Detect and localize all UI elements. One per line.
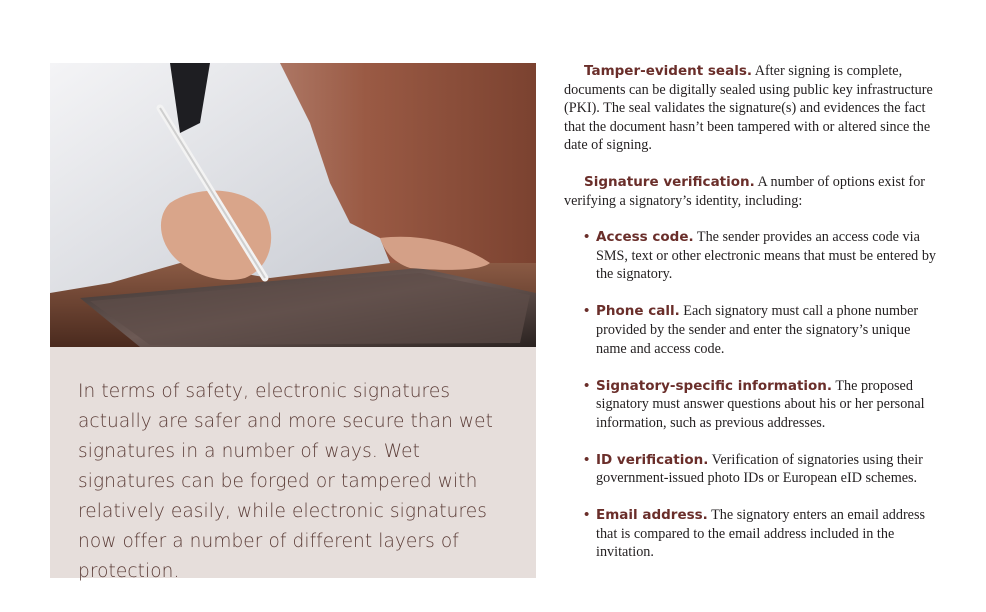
bullet-body: The signatory enters an email address that is compared to the email address included in the invitation.	[596, 507, 926, 561]
bullet-icon: •	[584, 451, 590, 468]
section-signature-verification	[564, 173, 936, 210]
section-heading: Signature verification.	[584, 173, 755, 190]
bullet-heading: Phone call.	[596, 303, 680, 320]
bullet-icon: •	[584, 303, 590, 320]
bullet-heading: Access code.	[596, 229, 694, 246]
pull-quote-box	[50, 347, 536, 582]
pull-quote-text: In terms of safety, electronic signatures actually are safer and more secure than wet signatures in a number of ways. Wet signatures can be forged or tampered with relatively easily, while electronic signatures now offer a number of different layers of protection.	[78, 381, 493, 582]
bullet-body: Each signatory must call a phone number provided by the sender and enter the signatory’s unique name and access code.	[596, 303, 919, 357]
section-body: A number of options exist for verifying a signatory’s identity, including:	[564, 173, 926, 209]
list-item	[564, 377, 936, 433]
list-item	[564, 451, 936, 488]
list-item	[564, 302, 936, 358]
section-heading: Tamper-evident seals.	[584, 63, 752, 79]
signing-tablet-photo	[50, 63, 536, 347]
bullet-body: The proposed signatory must answer questions about his or her personal information, such as previous addresses.	[596, 377, 925, 431]
body-text-column	[564, 62, 936, 580]
bullet-icon: •	[584, 377, 590, 394]
list-item	[564, 506, 936, 562]
bullet-icon: •	[584, 507, 590, 524]
verification-options-list	[564, 228, 936, 562]
bullet-heading: Email address.	[596, 507, 708, 524]
bullet-heading: ID verification.	[596, 451, 709, 468]
bullet-icon: •	[584, 229, 590, 246]
bullet-body: The sender provides an access code via SMS, text or other electronic means that must be entered by the signatory.	[596, 229, 937, 283]
bullet-heading: Signatory-specific information.	[596, 377, 833, 394]
list-item	[564, 228, 936, 284]
section-tamper-evident-seals	[564, 62, 936, 155]
bullet-body: Verification of signatories using their government-issued photo IDs or European eID schemes.	[596, 451, 923, 487]
section-body: After signing is complete, documents can be digitally sealed using public key infrastructure (PKI). The seal validates the signature(s) and evidences the fact that the document hasn’t been tampered with or altered since the date of signing.	[564, 63, 933, 154]
